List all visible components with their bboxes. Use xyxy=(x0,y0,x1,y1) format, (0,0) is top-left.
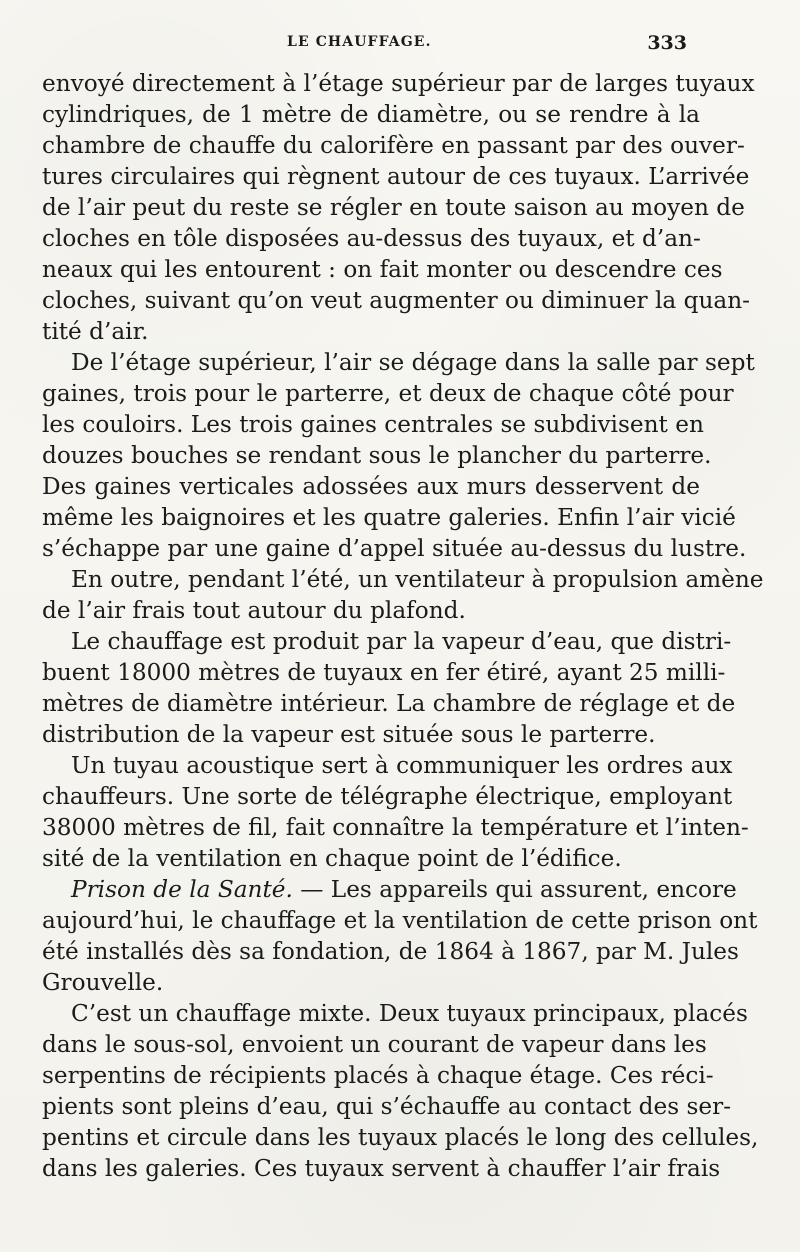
text-line-26: sité de la ventilation en chaque point de l’édifice. xyxy=(42,845,622,872)
text-line-12: les couloirs. Les trois gaines centrales se subdivisent en xyxy=(42,411,704,438)
text-line-22: distribution de la vapeur est située sous le parterre. xyxy=(42,721,656,748)
text-line-25: 38000 mètres de fil, fait connaître la température et l’inten- xyxy=(42,814,749,841)
text-line-4: tures circulaires qui règnent autour de ces tuyaux. L’arrivée xyxy=(42,163,750,190)
page-number: 333 xyxy=(647,32,687,54)
text-line-27 xyxy=(42,874,737,905)
text-line-23: Un tuyau acoustique sert à communiquer les ordres aux xyxy=(71,752,733,779)
text-line-29: été installés dès sa fondation, de 1864 à 1867, par M. Jules xyxy=(42,938,739,965)
text-line-5: de l’air peut du reste se régler en toute saison au moyen de xyxy=(42,194,745,221)
text-line-8: cloches, suivant qu’on veut augmenter ou diminuer la quan- xyxy=(42,287,750,314)
text-line-14: Des gaines verticales adossées aux murs desservent de xyxy=(42,473,700,500)
text-line-7: neaux qui les entourent : on fait monter ou descendre ces xyxy=(42,256,723,283)
text-line-21: mètres de diamètre intérieur. La chambre de réglage et de xyxy=(42,690,736,717)
text-line-34: pients sont pleins d’eau, qui s’échauffe au contact des ser- xyxy=(42,1093,732,1120)
text-line-10: De l’étage supérieur, l’air se dégage dans la salle par sept xyxy=(71,349,755,376)
body-text xyxy=(42,68,764,1184)
text-line-28: aujourd’hui, le chauffage et la ventilation de cette prison ont xyxy=(42,907,758,934)
text-line-36: dans les galeries. Ces tuyaux servent à chauffer l’air frais xyxy=(42,1155,721,1182)
running-head: LE CHAUFFAGE. xyxy=(287,34,432,50)
text-line-30: Grouvelle. xyxy=(42,969,164,996)
text-line-13: douzes bouches se rendant sous le plancher du parterre. xyxy=(42,442,712,469)
text-line-9: tité d’air. xyxy=(42,318,149,345)
text-line-32: dans le sous-sol, envoient un courant de vapeur dans les xyxy=(42,1031,707,1058)
text-line-31: C’est un chauffage mixte. Deux tuyaux principaux, placés xyxy=(71,1000,748,1027)
text-line-1: envoyé directement à l’étage supérieur par de larges tuyaux xyxy=(42,70,755,97)
page-header xyxy=(0,34,800,58)
text-line-24: chauffeurs. Une sorte de télégraphe électrique, employant xyxy=(42,783,733,810)
text-line-2: cylindriques, de 1 mètre de diamètre, ou se rendre à la xyxy=(42,101,700,128)
text-line-33: serpentins de récipients placés à chaque étage. Ces réci- xyxy=(42,1062,714,1089)
text-line-35: pentins et circule dans les tuyaux placés le long des cellules, xyxy=(42,1124,759,1151)
text-line-3: chambre de chauffe du calorifère en passant par des ouver- xyxy=(42,132,745,159)
section-title-continuation: — Les appareils qui assurent, encore xyxy=(292,876,737,903)
text-line-11: gaines, trois pour le parterre, et deux de chaque côté pour xyxy=(42,380,734,407)
text-line-19: Le chauffage est produit par la vapeur d’eau, que distri- xyxy=(71,628,732,655)
text-line-6: cloches en tôle disposées au-dessus des tuyaux, et d’an- xyxy=(42,225,701,252)
text-line-17: En outre, pendant l’été, un ventilateur à propulsion amène xyxy=(71,566,764,593)
text-line-15: même les baignoires et les quatre galeries. Enfin l’air vicié xyxy=(42,504,736,531)
section-title: Prison de la Santé. xyxy=(71,876,293,903)
text-line-18: de l’air frais tout autour du plafond. xyxy=(42,597,466,624)
text-line-20: buent 18000 mètres de tuyaux en fer étiré, ayant 25 milli- xyxy=(42,659,726,686)
text-line-16: s’échappe par une gaine d’appel située au-dessus du lustre. xyxy=(42,535,747,562)
